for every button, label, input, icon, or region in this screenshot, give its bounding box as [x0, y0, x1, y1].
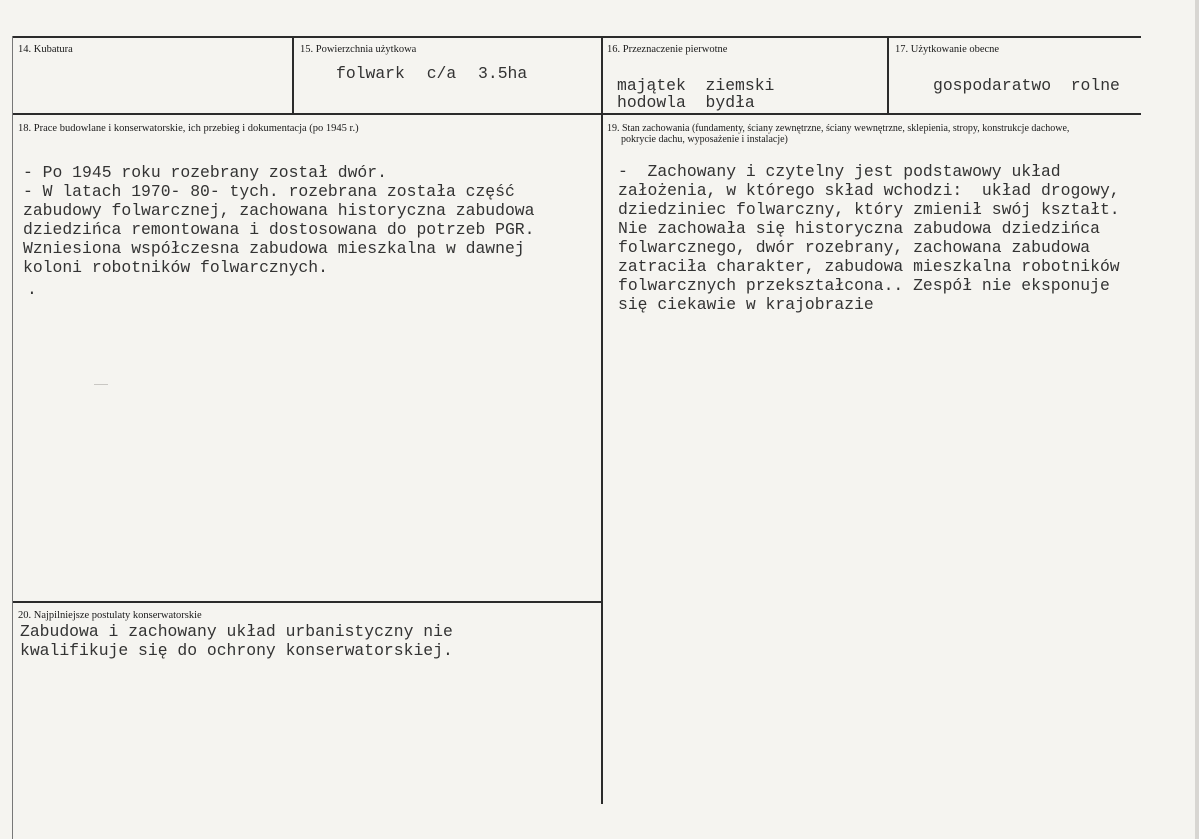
field-19-line-2: założenia, w którego skład wchodzi: układ drogowy,: [618, 181, 1120, 200]
field-19-line-3: dziedziniec folwarczny, który zmienił swój kształt.: [618, 200, 1120, 219]
page-edge: [1195, 0, 1199, 839]
field-16-line-2: hodowla bydła: [617, 93, 755, 112]
divider-main: [601, 36, 603, 804]
field-15-value: folwark c/a 3.5ha: [336, 64, 528, 83]
field-18-line-1: - Po 1945 roku rozebrany został dwór.: [23, 163, 387, 182]
field-19-line-7: folwarcznych przekształcona.. Zespół nie eksponuje: [618, 276, 1110, 295]
mid-rule: [12, 113, 1141, 115]
top-rule: [12, 36, 1141, 38]
field-19-line-5: folwarcznego, dwór rozebrany, zachowana zabudowa: [618, 238, 1091, 257]
field-20-line-2: kwalifikuje się do ochrony konserwatorskiej.: [20, 641, 453, 660]
field-18-line-3: zabudowy folwarcznej, zachowana historyczna zabudowa: [23, 201, 535, 220]
field-17-value: gospodaratwo rolne: [933, 76, 1120, 95]
field-19-label-line-2: pokrycie dachu, wyposażenie i instalacje): [621, 134, 788, 145]
field-19-line-4: Nie zachowała się historyczna zabudowa dziedzińca: [618, 219, 1100, 238]
divider-14-15: [292, 36, 294, 115]
field-18-mark: .: [27, 280, 37, 299]
divider-16-17: [887, 36, 889, 115]
left-edge: [12, 36, 13, 839]
field-20-line-1: Zabudowa i zachowany układ urbanistyczny nie: [20, 622, 453, 641]
field-16-line-1: majątek ziemski: [617, 76, 775, 95]
paper-speck: [94, 384, 108, 385]
field-14-label: 14. Kubatura: [18, 44, 73, 55]
field-19-line-1: - Zachowany i czytelny jest podstawowy układ: [618, 162, 1061, 181]
field-15-label: 15. Powierzchnia użytkowa: [300, 44, 417, 55]
rule-above-20: [12, 601, 602, 603]
field-19-label-line-1: 19. Stan zachowania (fundamenty, ściany zewnętrzne, ściany wewnętrzne, sklepienia, stropy, konstrukcje dachowe,: [607, 123, 1070, 134]
field-18-line-2: - W latach 1970- 80- tych. rozebrana została część: [23, 182, 515, 201]
field-18-line-4: dziedzińca remontowana i dostosowana do potrzeb PGR.: [23, 220, 535, 239]
field-17-label: 17. Użytkowanie obecne: [895, 44, 1000, 55]
field-19-line-6: zatraciła charakter, zabudowa mieszkalna robotników: [618, 257, 1120, 276]
field-19-line-8: się ciekawie w krajobrazie: [618, 295, 874, 314]
field-18-label: 18. Prace budowlane i konserwatorskie, ich przebieg i dokumentacja (po 1945 r.): [18, 123, 359, 134]
field-18-line-5: Wzniesiona współczesna zabudowa mieszkalna w dawnej: [23, 239, 525, 258]
field-16-label: 16. Przeznaczenie pierwotne: [607, 44, 728, 55]
field-18-line-6: koloni robotników folwarcznych.: [23, 258, 328, 277]
field-20-label: 20. Najpilniejsze postulaty konserwatorskie: [18, 610, 202, 621]
